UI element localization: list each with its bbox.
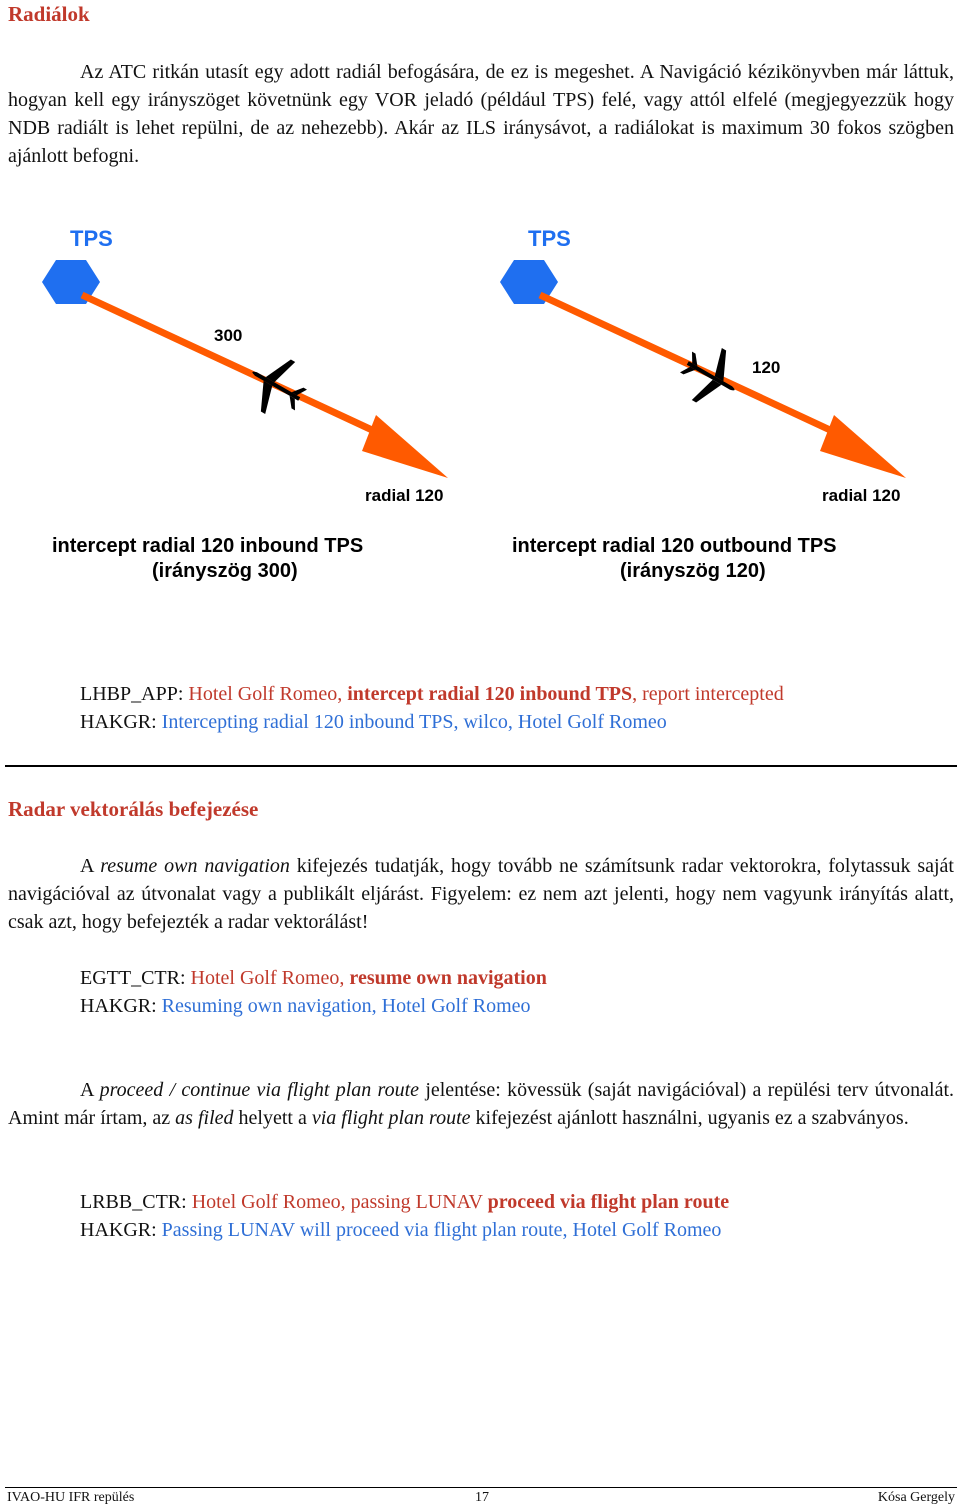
right-caption-line2: (irányszög 120) — [620, 560, 766, 582]
dialog-3 — [80, 1188, 960, 1244]
dialog-3-pilot-line — [80, 1216, 960, 1244]
radar-vectoring-paragraph — [8, 852, 954, 936]
section-divider — [5, 765, 957, 767]
right-aircraft-icon — [671, 336, 749, 416]
left-radial-arrowhead — [362, 415, 448, 478]
text-span: kifejezést ajánlott használni, ugyanis ez a szabványos. — [475, 1107, 909, 1129]
page-footer — [5, 1487, 957, 1508]
dialog-2 — [80, 964, 960, 1020]
dialog-3-atc-line — [80, 1188, 960, 1216]
flight-plan-route-paragraph — [8, 1076, 954, 1132]
atc-text: Hotel Golf Romeo, — [190, 967, 345, 989]
left-panel — [42, 226, 448, 582]
pilot-readback: Resuming own navigation, Hotel Golf Romeo — [161, 995, 531, 1017]
italic-term: as filed — [175, 1107, 234, 1129]
right-radial-label: radial 120 — [822, 486, 901, 505]
atc-instruction: proceed via flight plan route — [487, 1191, 730, 1213]
text-span: A — [80, 1079, 94, 1101]
italic-term: via flight plan route — [311, 1107, 471, 1129]
atc-text: Hotel Golf Romeo, passing LUNAV — [191, 1191, 483, 1213]
radial-intercept-diagram — [0, 205, 960, 605]
italic-term: proceed / continue via flight plan route — [99, 1079, 420, 1101]
atc-text: Hotel Golf Romeo, — [188, 683, 343, 705]
dialog-2-atc-line — [80, 964, 960, 992]
radials-paragraph: Az ATC ritkán utasít egy adott radiál befogására, de ez is megeshet. A Navigáció kézikönyvben már láttuk, hogyan kell egy irányszöget követnünk egy VOR jeladó (például TPS) felé, vagy attól elfelé (megjegyezzük hogy NDB radiált is lehet repülni, de az nehezebb). Akár az ILS iránysávot, a radiálokat is maximum 30 fokos szögben ajánlott befogni. — [8, 61, 954, 167]
dialog-1-atc-line — [80, 680, 960, 708]
dialog-2-pilot-line — [80, 992, 960, 1020]
atc-text-post: , report intercepted — [632, 683, 784, 705]
pilot-readback: Passing LUNAV will proceed via flight plan route, Hotel Golf Romeo — [161, 1219, 722, 1241]
right-panel — [500, 226, 906, 582]
text-span: helyett a — [238, 1107, 307, 1129]
atc-instruction: intercept radial 120 inbound TPS — [347, 683, 633, 705]
left-caption-line1: intercept radial 120 inbound TPS — [52, 535, 364, 557]
footer-document-title: IVAO-HU IFR repülés — [7, 1490, 135, 1505]
dialog-1-pilot-line — [80, 708, 960, 736]
atc-speaker: EGTT_CTR: — [80, 967, 186, 989]
pilot-speaker: HAKGR: — [80, 711, 157, 733]
text-span: jelentése: kövessük (saját navigációval) a repülési terv útvonalát. Amint már írtam, az — [8, 1079, 955, 1129]
pilot-readback: Intercepting radial 120 inbound TPS, wilco, Hotel Golf Romeo — [161, 711, 667, 733]
left-heading-label: 300 — [214, 326, 243, 345]
text-span: kifejezés tudatják, hogy tovább ne számítsunk radar vektorokra, folytassuk saját navigációval az útvonalat vagy a publikált eljárást. Figyelem: ez nem azt jelenti, hogy nem vagyunk irányítás alatt, csak azt, hogy befejezték a radar vektorálást! — [8, 855, 954, 933]
left-radial-label: radial 120 — [365, 486, 444, 505]
right-caption-line1: intercept radial 120 outbound TPS — [512, 535, 837, 557]
footer-page-number: 17 — [475, 1490, 489, 1505]
pilot-speaker: HAKGR: — [80, 1219, 157, 1241]
right-heading-label: 120 — [752, 358, 781, 377]
atc-speaker: LHBP_APP: — [80, 683, 184, 705]
right-radial-arrowhead — [820, 415, 906, 478]
italic-term: resume own navigation — [100, 855, 290, 877]
dialog-1 — [80, 680, 960, 736]
section-title-radar-vectoring: Radar vektorálás befejezése — [8, 797, 259, 821]
left-station-label: TPS — [70, 226, 113, 251]
left-radial-line — [82, 295, 400, 443]
atc-instruction: resume own navigation — [349, 967, 547, 989]
atc-speaker: LRBB_CTR: — [80, 1191, 187, 1213]
text-span: A — [80, 855, 94, 877]
section-title-radials: Radiálok — [8, 2, 90, 26]
right-station-label: TPS — [528, 226, 571, 251]
left-caption-line2: (irányszög 300) — [152, 560, 298, 582]
pilot-speaker: HAKGR: — [80, 995, 157, 1017]
left-aircraft-icon — [237, 346, 315, 426]
footer-author: Kósa Gergely — [877, 1490, 955, 1505]
